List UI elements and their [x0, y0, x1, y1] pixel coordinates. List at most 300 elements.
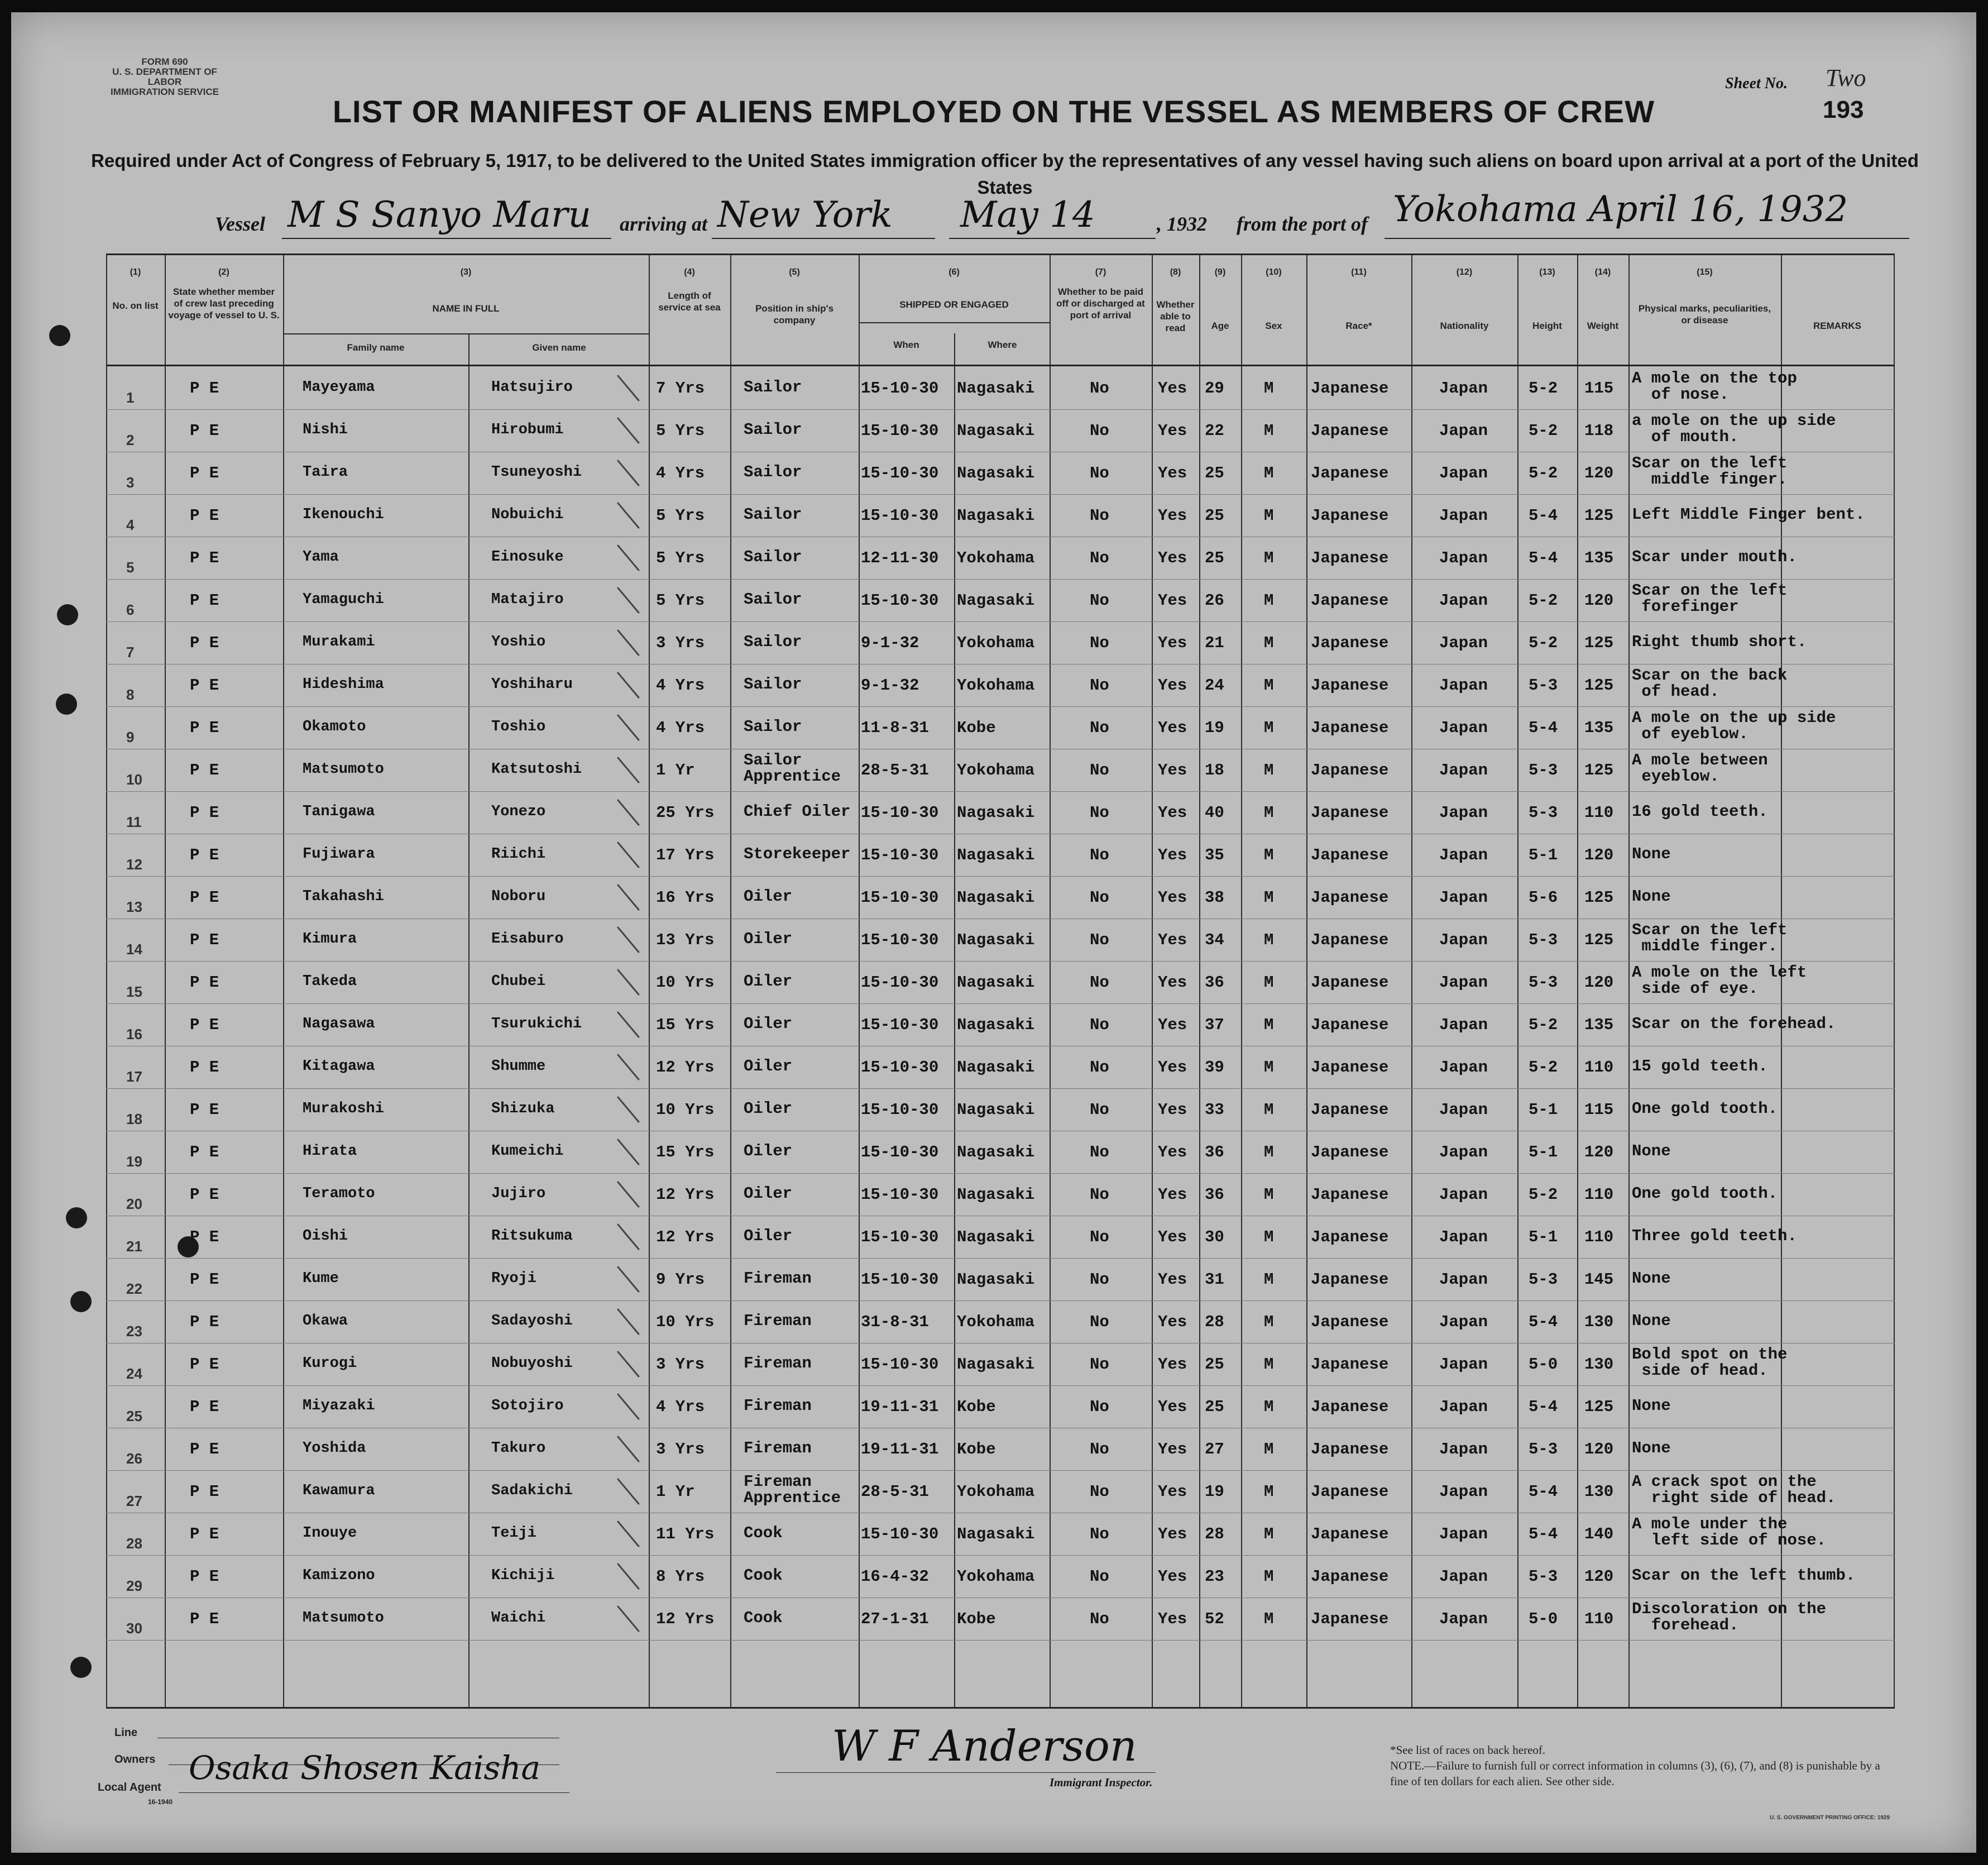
cell-read: Yes: [1158, 973, 1187, 992]
cell-paid: No: [1090, 1228, 1109, 1246]
cell-family: Taira: [303, 464, 348, 481]
cell-age: 23: [1205, 1567, 1224, 1586]
from-port-value: Yokohama April 16, 1932: [1393, 189, 1848, 230]
cell-position: Fireman: [744, 1354, 812, 1373]
cell-paid: No: [1090, 888, 1109, 907]
cell-height: 5-6: [1529, 888, 1558, 907]
form-number-line: FORM 690: [141, 56, 188, 67]
check-mark: [617, 1563, 640, 1590]
cell-where: Nagasaki: [957, 1355, 1035, 1374]
cell-sex: M: [1264, 1610, 1274, 1628]
row-number: 25: [126, 1408, 142, 1424]
cell-family: Inouye: [303, 1525, 357, 1542]
cell-paid: No: [1090, 1483, 1109, 1501]
cell-nationality: Japan: [1439, 804, 1488, 822]
header-family-name: Family name: [347, 342, 405, 353]
vessel-value: M S Sanyo Maru: [288, 194, 591, 236]
cell-weight: 110: [1584, 1185, 1614, 1204]
row-number: 30: [126, 1620, 142, 1637]
cell-read: Yes: [1158, 379, 1187, 398]
cell-marks: A crack spot on the right side of head.: [1632, 1472, 1836, 1507]
cell-service: 25 Yrs: [656, 804, 715, 822]
cell-position: Sailor: [744, 505, 802, 524]
row-number: 22: [126, 1280, 142, 1297]
row-number: 6: [126, 601, 135, 618]
cell-weight: 115: [1584, 1101, 1614, 1119]
cell-when: 27-1-31: [861, 1610, 929, 1628]
note-races: *See list of races on back hereof.: [1390, 1743, 1546, 1757]
cell-race: Japanese: [1311, 1228, 1389, 1246]
cell-nationality: Japan: [1439, 1058, 1488, 1077]
col-number-7: (7): [1095, 267, 1106, 277]
header-sex: Sex: [1265, 321, 1282, 331]
cell-read: Yes: [1158, 1355, 1187, 1374]
cell-sex: M: [1264, 1567, 1274, 1586]
header-paid-off: Whether to be paid off or discharged at port of arrival: [1056, 286, 1145, 321]
col-number-3: (3): [460, 267, 472, 277]
cell-given: Ryoji: [491, 1270, 537, 1287]
cell-state: P E: [190, 1610, 219, 1628]
cell-paid: No: [1090, 1567, 1109, 1586]
cell-given: Nobuyoshi: [491, 1355, 573, 1372]
cell-position: Fireman: [744, 1397, 812, 1415]
cell-service: 17 Yrs: [656, 846, 715, 864]
cell-paid: No: [1090, 804, 1109, 822]
cell-weight: 110: [1584, 804, 1614, 822]
cell-weight: 130: [1584, 1483, 1614, 1501]
cell-given: Matajiro: [491, 591, 564, 608]
check-mark: [617, 1520, 640, 1547]
cell-read: Yes: [1158, 464, 1187, 482]
header-remarks: REMARKS: [1813, 321, 1861, 331]
cell-paid: No: [1090, 1270, 1109, 1289]
cell-weight: 120: [1584, 973, 1614, 992]
cell-when: 15-10-30: [861, 591, 939, 610]
cell-state: P E: [190, 464, 219, 482]
cell-family: Tanigawa: [303, 804, 375, 820]
cell-service: 10 Yrs: [656, 973, 715, 992]
check-mark: [617, 375, 640, 401]
cell-position: Oiler: [744, 1142, 793, 1160]
cell-read: Yes: [1158, 804, 1187, 822]
cell-state: P E: [190, 804, 219, 822]
check-mark: [617, 884, 640, 911]
page-title: LIST OR MANIFEST OF ALIENS EMPLOYED ON THE VESSEL AS MEMBERS OF CREW: [332, 94, 1655, 129]
cell-marks: A mole on the up side of eyeblow.: [1632, 709, 1836, 743]
cell-race: Japanese: [1311, 1440, 1389, 1458]
cell-where: Nagasaki: [957, 1185, 1035, 1204]
cell-sex: M: [1264, 931, 1274, 949]
cell-where: Yokohama: [957, 1483, 1035, 1501]
cell-position: Sailor: [744, 463, 802, 481]
cell-family: Okamoto: [303, 719, 366, 735]
cell-paid: No: [1090, 931, 1109, 949]
row-number: 13: [126, 898, 142, 915]
cell-marks: Scar on the left middle finger.: [1632, 921, 1788, 955]
cell-age: 22: [1205, 422, 1224, 440]
check-mark: [617, 502, 640, 529]
cell-height: 5-1: [1529, 1228, 1558, 1246]
cell-where: Yokohama: [957, 634, 1035, 652]
cell-nationality: Japan: [1439, 761, 1488, 780]
cell-read: Yes: [1158, 1016, 1187, 1034]
cell-sex: M: [1264, 888, 1274, 907]
cell-race: Japanese: [1311, 931, 1389, 949]
cell-service: 10 Yrs: [656, 1313, 715, 1331]
cell-nationality: Japan: [1439, 464, 1488, 482]
cell-state: P E: [190, 506, 219, 525]
cell-race: Japanese: [1311, 973, 1389, 992]
col-number-4: (4): [684, 267, 695, 277]
inspector-underline: [776, 1772, 1156, 1773]
crew-table: [106, 254, 1895, 1709]
cell-position: Fireman: [744, 1439, 812, 1457]
row-number: 10: [126, 771, 142, 788]
cell-marks: Scar on the left middle finger.: [1632, 454, 1788, 489]
cell-height: 5-2: [1529, 464, 1558, 482]
cell-age: 25: [1205, 1398, 1224, 1416]
check-mark: [617, 1478, 640, 1505]
cell-when: 28-5-31: [861, 761, 929, 780]
cell-position: Oiler: [744, 1184, 793, 1203]
sheet-number-value: Two: [1826, 64, 1866, 92]
cell-age: 36: [1205, 1185, 1224, 1204]
cell-read: Yes: [1158, 1483, 1187, 1501]
cell-state: P E: [190, 1185, 219, 1204]
cell-marks: Scar under mouth.: [1632, 548, 1797, 566]
cell-state: P E: [190, 1567, 219, 1586]
cell-age: 29: [1205, 379, 1224, 398]
cell-where: Yokohama: [957, 1567, 1035, 1586]
cell-where: Nagasaki: [957, 846, 1035, 864]
cell-height: 5-1: [1529, 1143, 1558, 1161]
cell-race: Japanese: [1311, 1313, 1389, 1331]
cell-nationality: Japan: [1439, 1440, 1488, 1458]
year-value: 1932: [1167, 213, 1207, 235]
cell-marks: None: [1632, 1439, 1671, 1457]
cell-position: Oiler: [744, 972, 793, 991]
cell-nationality: Japan: [1439, 1355, 1488, 1374]
cell-where: Nagasaki: [957, 379, 1035, 398]
row-divider: [106, 961, 1895, 962]
check-mark: [617, 1054, 640, 1080]
cell-marks: Discoloration on the forehead.: [1632, 1600, 1827, 1634]
cell-sex: M: [1264, 1101, 1274, 1119]
cell-read: Yes: [1158, 931, 1187, 949]
cell-sex: M: [1264, 1483, 1274, 1501]
cell-race: Japanese: [1311, 1525, 1389, 1543]
header-nationality: Nationality: [1440, 321, 1489, 331]
cell-race: Japanese: [1311, 1058, 1389, 1077]
from-port-label: from the port of: [1237, 213, 1368, 235]
cell-given: Toshio: [491, 719, 546, 735]
cell-age: 19: [1205, 719, 1224, 737]
punch-hole: [70, 1657, 92, 1678]
cell-marks: None: [1632, 887, 1671, 906]
cell-family: Takeda: [303, 973, 357, 990]
cell-marks: Bold spot on the side of head.: [1632, 1345, 1788, 1380]
cell-nationality: Japan: [1439, 931, 1488, 949]
cell-state: P E: [190, 931, 219, 949]
cell-sex: M: [1264, 1228, 1274, 1246]
cell-when: 15-10-30: [861, 1355, 939, 1374]
cell-where: Kobe: [957, 1398, 996, 1416]
cell-when: 15-10-30: [861, 1016, 939, 1034]
cell-sex: M: [1264, 1525, 1274, 1543]
cell-race: Japanese: [1311, 1483, 1389, 1501]
cell-paid: No: [1090, 1440, 1109, 1458]
cell-given: Sadayoshi: [491, 1313, 573, 1330]
cell-age: 37: [1205, 1016, 1224, 1034]
row-number: 8: [126, 686, 135, 703]
cell-paid: No: [1090, 1185, 1109, 1204]
cell-given: Hirobumi: [491, 422, 564, 438]
cell-nationality: Japan: [1439, 846, 1488, 864]
cell-where: Yokohama: [957, 676, 1035, 695]
cell-height: 5-3: [1529, 1567, 1558, 1586]
punch-hole: [66, 1207, 87, 1228]
cell-age: 25: [1205, 549, 1224, 567]
cell-given: Sotojiro: [491, 1398, 564, 1414]
cell-where: Nagasaki: [957, 1228, 1035, 1246]
cell-marks: A mole under the left side of nose.: [1632, 1515, 1827, 1550]
cell-paid: No: [1090, 761, 1109, 780]
cell-nationality: Japan: [1439, 634, 1488, 652]
cell-read: Yes: [1158, 1610, 1187, 1628]
cell-when: 12-11-30: [861, 549, 939, 567]
cell-family: Matsumoto: [303, 1610, 384, 1627]
cell-weight: 130: [1584, 1313, 1614, 1331]
cell-state: P E: [190, 1525, 219, 1543]
cell-service: 15 Yrs: [656, 1143, 715, 1161]
cell-state: P E: [190, 1016, 219, 1034]
cell-weight: 110: [1584, 1610, 1614, 1628]
cell-nationality: Japan: [1439, 676, 1488, 695]
cell-paid: No: [1090, 1398, 1109, 1416]
cell-age: 28: [1205, 1313, 1224, 1331]
cell-nationality: Japan: [1439, 1228, 1488, 1246]
cell-family: Miyazaki: [303, 1398, 375, 1414]
cell-family: Mayeyama: [303, 379, 375, 396]
cell-height: 5-2: [1529, 379, 1558, 398]
cell-family: Kawamura: [303, 1483, 375, 1499]
cell-weight: 135: [1584, 549, 1614, 567]
line-label: Line: [114, 1727, 138, 1739]
cell-sex: M: [1264, 506, 1274, 525]
cell-given: Chubei: [491, 973, 546, 990]
row-divider: [106, 876, 1895, 877]
cell-nationality: Japan: [1439, 549, 1488, 567]
cell-nationality: Japan: [1439, 973, 1488, 992]
cell-state: P E: [190, 379, 219, 398]
cell-state: P E: [190, 1101, 219, 1119]
row-number: 28: [126, 1535, 142, 1552]
cell-marks: Scar on the left thumb.: [1632, 1566, 1856, 1585]
cell-marks: One gold tooth.: [1632, 1099, 1778, 1118]
cell-weight: 120: [1584, 591, 1614, 610]
cell-marks: A mole on the top of nose.: [1632, 369, 1797, 404]
cell-race: Japanese: [1311, 422, 1389, 440]
cell-position: Cook: [744, 1609, 783, 1627]
row-number: 9: [126, 729, 135, 745]
cell-height: 5-3: [1529, 973, 1558, 992]
cell-race: Japanese: [1311, 1270, 1389, 1289]
date-underline: [949, 238, 1156, 239]
cell-race: Japanese: [1311, 634, 1389, 652]
row-divider: [106, 1385, 1895, 1386]
check-mark: [617, 460, 640, 486]
col-number-9: (9): [1214, 267, 1226, 277]
cell-height: 5-2: [1529, 1058, 1558, 1077]
cell-when: 15-10-30: [861, 931, 939, 949]
cell-given: Sadakichi: [491, 1483, 573, 1499]
cell-given: Hatsujiro: [491, 379, 573, 396]
cell-when: 15-10-30: [861, 1525, 939, 1543]
cell-weight: 120: [1584, 846, 1614, 864]
cell-weight: 125: [1584, 761, 1614, 780]
row-divider: [106, 494, 1895, 495]
check-mark: [617, 587, 640, 614]
service-line: IMMIGRATION SERVICE: [111, 87, 219, 97]
row-number: 27: [126, 1493, 142, 1509]
cell-weight: 125: [1584, 506, 1614, 525]
cell-weight: 125: [1584, 634, 1614, 652]
cell-state: P E: [190, 973, 219, 992]
row-number: 19: [126, 1153, 142, 1170]
cell-state: P E: [190, 591, 219, 610]
cell-weight: 135: [1584, 1016, 1614, 1034]
cell-read: Yes: [1158, 1567, 1187, 1586]
cell-marks: a mole on the up side of mouth.: [1632, 412, 1836, 446]
cell-position: Sailor: [744, 675, 802, 694]
cell-marks: None: [1632, 1397, 1671, 1415]
check-mark: [617, 1605, 640, 1632]
local-agent-label: Local Agent: [98, 1781, 161, 1794]
cell-height: 5-3: [1529, 1440, 1558, 1458]
cell-race: Japanese: [1311, 1101, 1389, 1119]
cell-race: Japanese: [1311, 888, 1389, 907]
cell-age: 33: [1205, 1101, 1224, 1119]
cell-family: Nishi: [303, 422, 348, 438]
cell-when: 15-10-30: [861, 1270, 939, 1289]
cell-service: 16 Yrs: [656, 888, 715, 907]
cell-state: P E: [190, 888, 219, 907]
row-number: 29: [126, 1577, 142, 1594]
check-mark: [617, 1351, 640, 1378]
cell-marks: None: [1632, 1269, 1671, 1288]
cell-position: Cook: [744, 1566, 783, 1585]
cell-read: Yes: [1158, 1398, 1187, 1416]
cell-state: P E: [190, 1483, 219, 1501]
row-number: 3: [126, 474, 135, 491]
cell-race: Japanese: [1311, 1610, 1389, 1628]
check-mark: [617, 672, 640, 699]
cell-when: 15-10-30: [861, 973, 939, 992]
check-mark: [617, 926, 640, 953]
cell-given: Jujiro: [491, 1185, 546, 1202]
header-weight: Weight: [1587, 321, 1619, 331]
cell-state: P E: [190, 1313, 219, 1331]
cell-when: 15-10-30: [861, 846, 939, 864]
cell-where: Yokohama: [957, 549, 1035, 567]
cell-age: 39: [1205, 1058, 1224, 1077]
cell-sex: M: [1264, 846, 1274, 864]
cell-service: 9 Yrs: [656, 1270, 705, 1289]
row-divider: [106, 1300, 1895, 1301]
cell-paid: No: [1090, 634, 1109, 652]
row-number: 14: [126, 941, 142, 958]
cell-height: 5-4: [1529, 1313, 1558, 1331]
cell-age: 52: [1205, 1610, 1224, 1628]
cell-state: P E: [190, 676, 219, 695]
cell-race: Japanese: [1311, 591, 1389, 610]
vessel-label: Vessel: [215, 213, 265, 235]
cell-given: Yoshio: [491, 634, 546, 651]
punch-hole: [49, 325, 70, 346]
cell-nationality: Japan: [1439, 1398, 1488, 1416]
cell-state: P E: [190, 1143, 219, 1161]
cell-given: Einosuke: [491, 549, 564, 566]
header-no-on-list: No. on list: [112, 300, 159, 311]
cell-race: Japanese: [1311, 506, 1389, 525]
cell-race: Japanese: [1311, 846, 1389, 864]
cell-service: 3 Yrs: [656, 1355, 705, 1374]
cell-paid: No: [1090, 973, 1109, 992]
cell-weight: 125: [1584, 676, 1614, 695]
cell-nationality: Japan: [1439, 422, 1488, 440]
cell-read: Yes: [1158, 634, 1187, 652]
cell-family: Takahashi: [303, 888, 384, 905]
cell-race: Japanese: [1311, 464, 1389, 482]
cell-height: 5-3: [1529, 1270, 1558, 1289]
cell-when: 15-10-30: [861, 1228, 939, 1246]
cell-sex: M: [1264, 634, 1274, 652]
cell-paid: No: [1090, 379, 1109, 398]
cell-paid: No: [1090, 1058, 1109, 1077]
punch-hole: [70, 1291, 92, 1312]
cell-service: 4 Yrs: [656, 1398, 705, 1416]
col-number-2: (2): [218, 267, 229, 277]
col-number-5: (5): [789, 267, 800, 277]
cell-age: 34: [1205, 931, 1224, 949]
cell-where: Nagasaki: [957, 1058, 1035, 1077]
cell-nationality: Japan: [1439, 506, 1488, 525]
row-number: 5: [126, 559, 135, 576]
check-mark: [617, 544, 640, 571]
cell-family: Kurogi: [303, 1355, 357, 1372]
cell-sex: M: [1264, 591, 1274, 610]
row-number: 4: [126, 517, 135, 533]
cell-nationality: Japan: [1439, 1270, 1488, 1289]
cell-height: 5-2: [1529, 634, 1558, 652]
cell-given: Kichiji: [491, 1567, 555, 1584]
cell-marks: None: [1632, 1142, 1671, 1160]
cell-sex: M: [1264, 1355, 1274, 1374]
cell-given: Teiji: [491, 1525, 537, 1542]
cell-height: 5-3: [1529, 761, 1558, 780]
cell-position: Sailor: [744, 590, 802, 609]
cell-where: Nagasaki: [957, 1101, 1035, 1119]
cell-age: 18: [1205, 761, 1224, 780]
cell-family: Matsumoto: [303, 761, 384, 778]
cell-service: 11 Yrs: [656, 1525, 715, 1543]
cell-when: 16-4-32: [861, 1567, 929, 1586]
cell-state: P E: [190, 719, 219, 737]
inspector-label: Immigrant Inspector.: [1050, 1776, 1153, 1789]
cell-age: 35: [1205, 846, 1224, 864]
cell-given: Takuro: [491, 1440, 546, 1457]
cell-nationality: Japan: [1439, 888, 1488, 907]
